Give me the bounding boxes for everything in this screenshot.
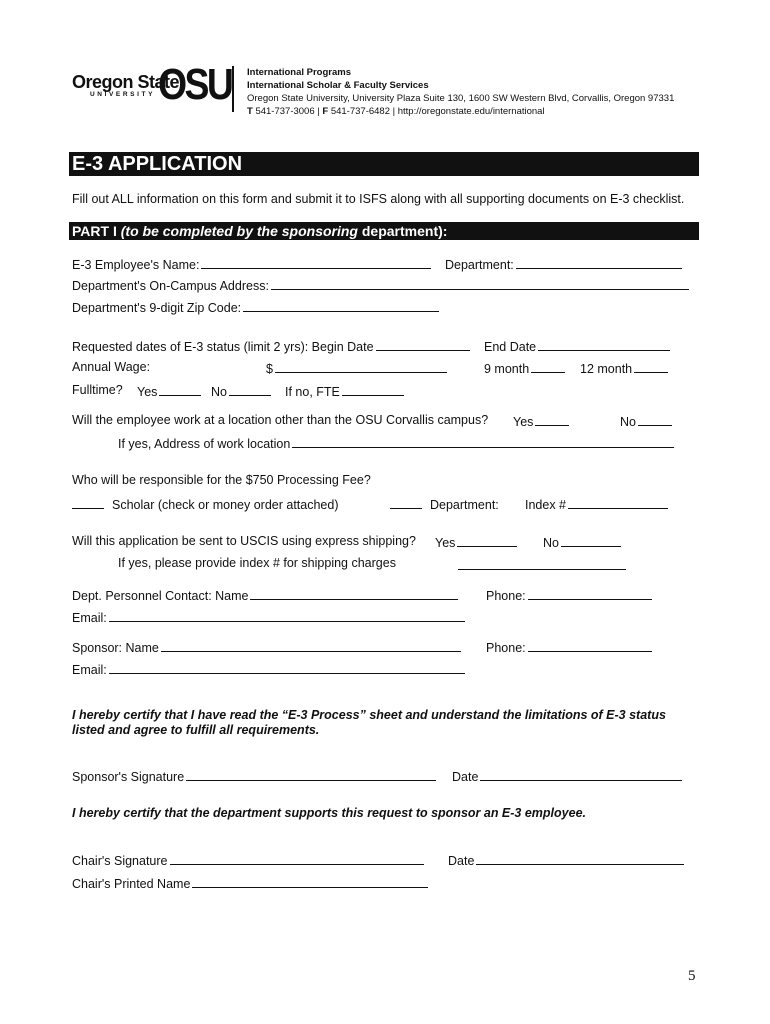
personnel-contact-field[interactable]: Dept. Personnel Contact: Name xyxy=(72,587,458,603)
department-field[interactable]: Department: xyxy=(445,256,682,272)
other-location-question: Will the employee work at a location other than the OSU Corvallis campus? xyxy=(72,413,489,427)
logo-divider xyxy=(232,66,234,112)
page-number: 5 xyxy=(688,968,696,984)
sponsor-email-field[interactable]: Email: xyxy=(72,661,465,677)
logo-name: Oregon State xyxy=(72,72,180,92)
nine-month-field[interactable]: 9 month xyxy=(484,360,565,376)
express-shipping-question: Will this application be sent to USCIS using express shipping? xyxy=(72,534,416,548)
fulltime-no-field[interactable]: No xyxy=(211,383,271,399)
department-fee-field[interactable]: Department: xyxy=(390,496,499,512)
other-location-no-field[interactable]: No xyxy=(620,413,672,429)
campus-address-field[interactable]: Department's On-Campus Address: xyxy=(72,277,689,293)
sponsor-phone-field[interactable]: Phone: xyxy=(486,639,652,655)
express-yes-field[interactable]: Yes xyxy=(435,534,517,550)
office-header xyxy=(247,66,674,118)
begin-date-field[interactable]: Requested dates of E-3 status (limit 2 yrs): Begin Date xyxy=(72,338,470,354)
logo-sub: UNIVERSITY xyxy=(90,91,156,98)
office-name: International Programs xyxy=(247,67,351,78)
sponsor-certification: I hereby certify that I have read the “E-3 Process” sheet and understand the limitations of E-3 status listed and agree to fulfill all requirements. xyxy=(72,708,666,737)
service-name: International Scholar & Faculty Services xyxy=(247,80,429,91)
contact-info: T 541-737-3006 | F 541-737-6482 | http://oregonstate.edu/international xyxy=(247,106,545,117)
twelve-month-field[interactable]: 12 month xyxy=(580,360,668,376)
part1-header: PART I (to be completed by the sponsoring department): xyxy=(69,222,699,240)
website: http://oregonstate.edu/international xyxy=(397,106,545,117)
fee-index-field[interactable]: Index # xyxy=(525,496,668,512)
zip-code-field[interactable]: Department's 9-digit Zip Code: xyxy=(72,299,439,315)
chair-signature-field[interactable]: Chair's Signature xyxy=(72,852,424,868)
other-location-yes-field[interactable]: Yes xyxy=(513,413,569,429)
fte-field[interactable]: If no, FTE xyxy=(285,383,404,399)
fulltime-yes-field[interactable]: Yes xyxy=(137,383,201,399)
department-certification: I hereby certify that the department supports this request to sponsor an E-3 employee. xyxy=(72,806,586,820)
sponsor-date-field[interactable]: Date xyxy=(452,768,682,784)
shipping-index-field[interactable] xyxy=(458,557,626,570)
sponsor-name-field[interactable]: Sponsor: Name xyxy=(72,639,461,655)
form-title: E-3 APPLICATION xyxy=(69,152,699,176)
work-address-field[interactable]: If yes, Address of work location xyxy=(118,435,674,451)
chair-printed-name-field[interactable]: Chair's Printed Name xyxy=(72,875,428,891)
office-address: Oregon State University, University Plaza Suite 130, 1600 SW Western Blvd, Corvallis, Oregon 97331 xyxy=(247,93,675,104)
logo-mark: OSU xyxy=(158,60,232,109)
sponsor-signature-field[interactable]: Sponsor's Signature xyxy=(72,768,436,784)
phone-number: 541-737-3006 xyxy=(255,106,315,117)
instructions: Fill out ALL information on this form and submit it to ISFS along with all supporting documents on E-3 checklist. xyxy=(72,192,685,206)
personnel-phone-field[interactable]: Phone: xyxy=(486,587,652,603)
annual-wage-label: Annual Wage: xyxy=(72,360,151,374)
personnel-email-field[interactable]: Email: xyxy=(72,609,465,625)
scholar-fee-field[interactable]: Scholar (check or money order attached) xyxy=(72,496,339,512)
end-date-field[interactable]: End Date xyxy=(484,338,670,354)
annual-wage-field[interactable]: $ xyxy=(266,360,447,376)
fee-question: Who will be responsible for the $750 Processing Fee? xyxy=(72,473,371,487)
employee-name-field[interactable]: E-3 Employee's Name: xyxy=(72,256,431,272)
fax-number: 541-737-6482 xyxy=(330,106,390,117)
fulltime-label: Fulltime? xyxy=(72,383,123,397)
chair-date-field[interactable]: Date xyxy=(448,852,684,868)
express-no-field[interactable]: No xyxy=(543,534,621,550)
shipping-index-label: If yes, please provide index # for shipping charges xyxy=(118,556,396,570)
